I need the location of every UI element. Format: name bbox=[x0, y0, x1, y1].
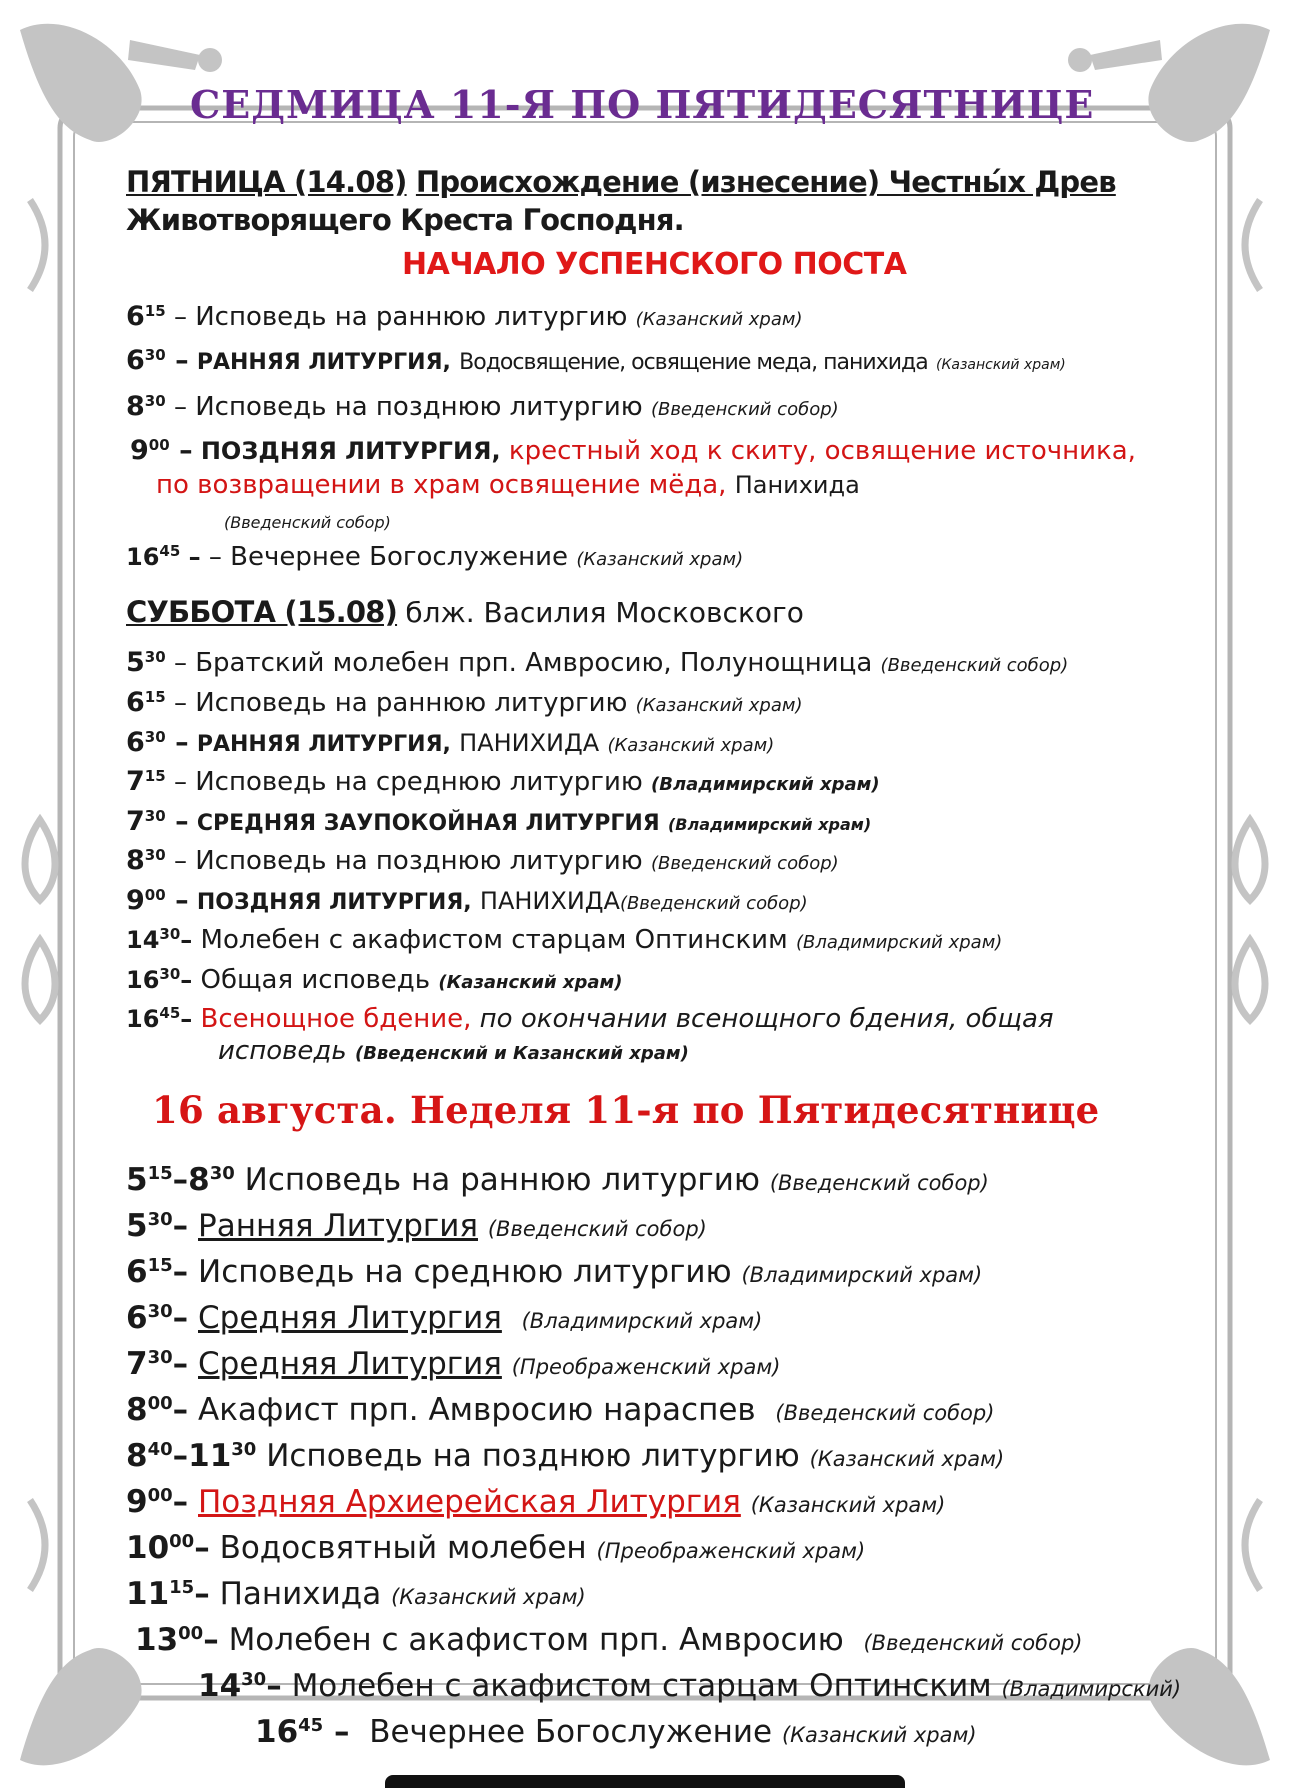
time-label: $8^{30}$ bbox=[126, 391, 166, 422]
friday-feast-line1: Происхождение (изнесение) Честны́х Древ bbox=[415, 165, 1116, 199]
friday-header bbox=[126, 163, 1116, 239]
sunday-row-6: $8^{00}-$ Акафист прп. Амвросию нараспев (Введенский собор) bbox=[126, 1392, 995, 1428]
friday-row-1: $6^{15}$ – Исповедь на раннюю литургию (Казанский храм) bbox=[126, 301, 803, 332]
sunday-row-11: $13^{00}-$ Молебен с акафистом прп. Амвросию (Введенский собор) bbox=[135, 1622, 1083, 1658]
time-label: $8^{30}$ bbox=[126, 845, 166, 876]
friday-feast-line2: Животворящего Креста Господня. bbox=[126, 203, 684, 237]
saturday-row-4: $7^{15}$ – Исповедь на среднюю литургию (Владимирский храм) bbox=[126, 766, 880, 797]
saturday-row-9: $16^{30}-$ Общая исповедь (Казанский храм) bbox=[126, 965, 623, 995]
saturday-header: СУББОТА (15.08) блж. Василия Московского bbox=[126, 595, 804, 629]
friday-row-4: $9^{00}$ – ПОЗДНЯЯ ЛИТУРГИЯ, крестный ход к скиту, освящение источника, bbox=[130, 435, 1136, 466]
page-title: СЕДМИЦА 11-Я ПО ПЯТИДЕСЯТНИЦЕ bbox=[190, 82, 1095, 127]
friday-row-4-cont: по возвращении в храм освящение мёда, Панихида bbox=[156, 470, 860, 500]
time-label: $11^{15}-$ bbox=[126, 1576, 210, 1612]
time-label: $8^{40}-11^{30}$ bbox=[126, 1438, 257, 1474]
saturday-row-10-cont: исповедь (Введенский и Казанский храм) bbox=[218, 1036, 689, 1066]
time-label: $9^{00}$ – bbox=[130, 435, 193, 466]
sunday-row-13: $16^{45}$ – Вечернее Богослужение (Казанский храм) bbox=[255, 1714, 977, 1750]
time-label: $8^{00}-$ bbox=[126, 1392, 189, 1428]
saturday-row-7: $9^{00}$ – ПОЗДНЯЯ ЛИТУРГИЯ, ПАНИХИДА(Введенский собор) bbox=[126, 885, 808, 916]
time-label: $16^{30}-$ bbox=[126, 965, 193, 994]
time-label: $6^{15}$ bbox=[126, 301, 166, 332]
saturday-row-2: $6^{15}$ – Исповедь на раннюю литургию (Казанский храм) bbox=[126, 687, 803, 718]
sunday-row-1: $5^{15}-8^{30}$ Исповедь на раннюю литургию (Введенский собор) bbox=[126, 1162, 989, 1198]
time-label: $14^{30}-$ bbox=[198, 1668, 282, 1704]
saturday-row-3: $6^{30}$ – РАННЯЯ ЛИТУРГИЯ, ПАНИХИДА (Казанский храм) bbox=[126, 727, 775, 758]
home-indicator[interactable] bbox=[385, 1775, 905, 1788]
time-label: $10^{00}-$ bbox=[126, 1530, 210, 1566]
sunday-row-4: $6^{30}-$ Средняя Литургия (Владимирский храм) bbox=[126, 1300, 763, 1336]
saturday-row-6: $8^{30}$ – Исповедь на позднюю литургию (Введенский собор) bbox=[126, 845, 839, 876]
time-label: $16^{45}$ – bbox=[126, 542, 201, 571]
friday-day: ПЯТНИЦА (14.08) bbox=[126, 165, 407, 199]
time-label: $7^{30}$ – bbox=[126, 806, 189, 837]
time-label: $6^{15}-$ bbox=[126, 1254, 189, 1290]
sunday-row-5: $7^{30}-$ Средняя Литургия (Преображенский храм) bbox=[126, 1346, 781, 1382]
friday-row-5: $16^{45}$ – – Вечернее Богослужение (Казанский храм) bbox=[126, 542, 744, 572]
saturday-row-1: $5^{30}$ – Братский молебен прп. Амвросию, Полунощница (Введенский собор) bbox=[126, 647, 1069, 678]
sunday-row-3: $6^{15}-$ Исповедь на среднюю литургию (Владимирский храм) bbox=[126, 1254, 983, 1290]
sunday-row-9: $10^{00}-$ Водосвятный молебен (Преображенский храм) bbox=[126, 1530, 866, 1566]
saturday-row-5: $7^{30}$ – СРЕДНЯЯ ЗАУПОКОЙНАЯ ЛИТУРГИЯ (Владимирский храм) bbox=[126, 806, 872, 837]
sunday-heading: 16 августа. Неделя 11-я по Пятидесятнице bbox=[152, 1088, 1100, 1132]
time-label: $9^{00}-$ bbox=[126, 1484, 189, 1520]
friday-row-4-place: (Введенский собор) bbox=[224, 513, 391, 532]
time-label: $5^{30}-$ bbox=[126, 1208, 189, 1244]
time-label: $6^{30}$ – bbox=[126, 727, 189, 758]
sunday-row-10: $11^{15}-$ Панихида (Казанский храм) bbox=[126, 1576, 586, 1612]
time-label: $6^{30}$ – bbox=[126, 345, 189, 376]
time-label: $6^{30}-$ bbox=[126, 1300, 189, 1336]
time-label: $9^{00}$ – bbox=[126, 885, 189, 916]
time-label: $6^{15}$ bbox=[126, 687, 166, 718]
fast-announcement: НАЧАЛО УСПЕНСКОГО ПОСТА bbox=[402, 247, 907, 282]
time-label: $16^{45}$ – bbox=[255, 1714, 350, 1750]
sunday-row-12: $14^{30}-$ Молебен с акафистом старцам Оптинским (Владимирский) bbox=[198, 1668, 1182, 1704]
time-label: $5^{15}-8^{30}$ bbox=[126, 1162, 235, 1198]
sunday-row-8: $9^{00}-$ Поздняя Архиерейская Литургия (Казанский храм) bbox=[126, 1484, 946, 1520]
saturday-row-8: $14^{30}-$ Молебен с акафистом старцам Оптинским (Владимирский храм) bbox=[126, 925, 1003, 955]
time-label: $13^{00}-$ bbox=[135, 1622, 219, 1658]
sunday-row-2: $5^{30}-$ Ранняя Литургия (Введенский собор) bbox=[126, 1208, 707, 1244]
friday-row-3: $8^{30}$ – Исповедь на позднюю литургию (Введенский собор) bbox=[126, 391, 839, 422]
friday-row-2: $6^{30}$ – РАННЯЯ ЛИТУРГИЯ, Водосвящение, освящение меда, панихида (Казанский храм) bbox=[126, 345, 1066, 376]
time-label: $7^{30}-$ bbox=[126, 1346, 189, 1382]
time-label: $5^{30}$ bbox=[126, 647, 166, 678]
sunday-row-7: $8^{40}-11^{30}$ Исповедь на позднюю литургию (Казанский храм) bbox=[126, 1438, 1005, 1474]
time-label: $16^{45}-$ bbox=[126, 1004, 193, 1033]
time-label: $14^{30}-$ bbox=[126, 925, 193, 954]
time-label: $7^{15}$ bbox=[126, 766, 166, 797]
saturday-row-10: $16^{45}-$ Всенощное бдение, по окончании всенощного бдения, общая bbox=[126, 1004, 1054, 1034]
